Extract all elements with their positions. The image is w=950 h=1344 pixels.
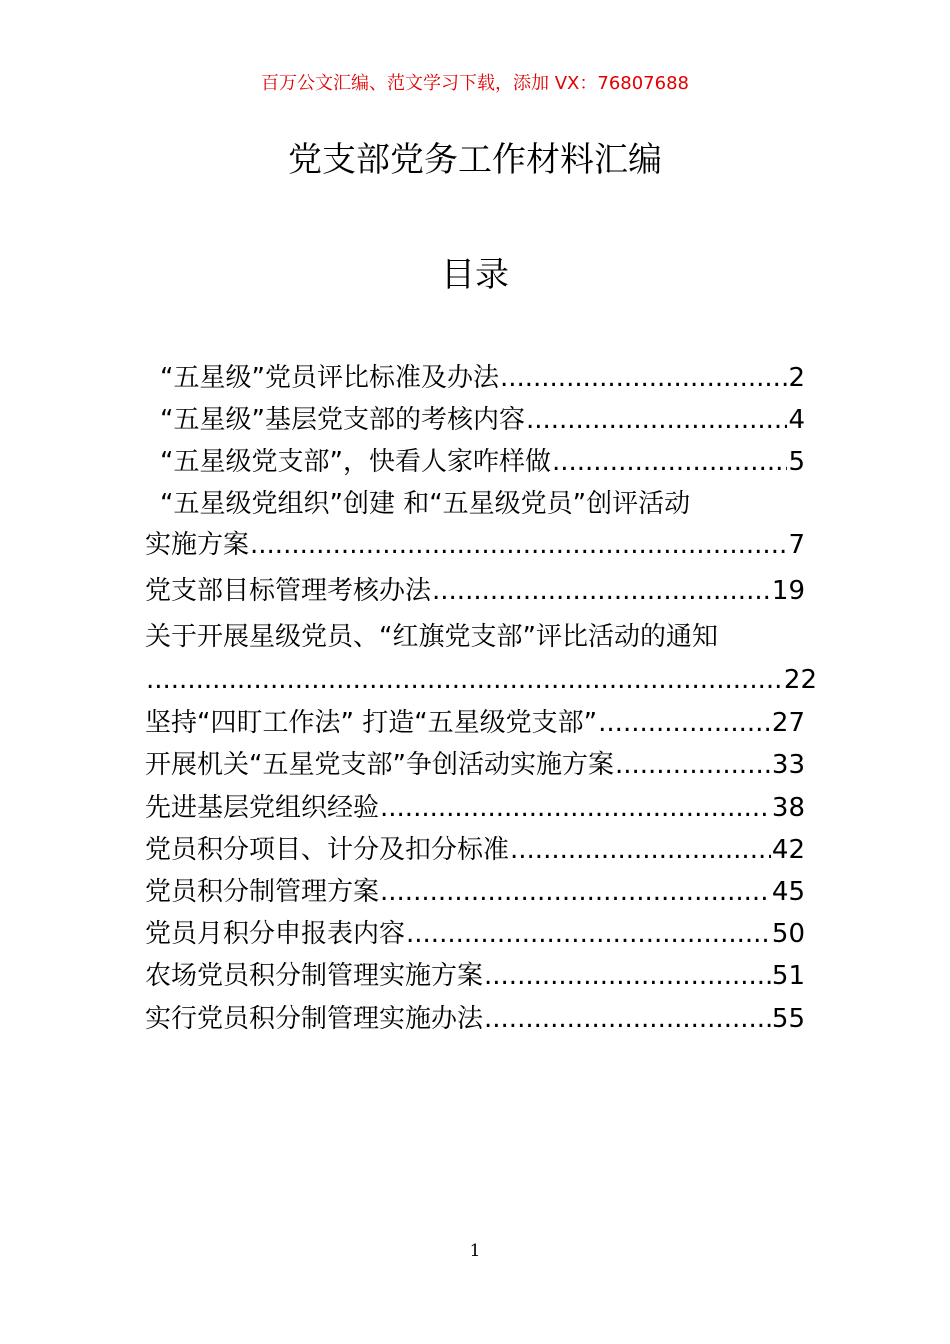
toc-leader-dots <box>552 444 788 480</box>
toc-entry[interactable] <box>160 444 805 480</box>
toc-leader-dots <box>598 705 771 741</box>
toc-entry[interactable] <box>145 747 805 783</box>
toc-entry-page: 19 <box>771 576 805 606</box>
toc-entry-title: 关于开展星级党员、“红旗党支部”评比活动的通知 <box>145 622 718 652</box>
toc-entry-title: 先进基层党组织经验 <box>145 793 380 823</box>
toc-entry-title: “五星级”基层党支部的考核内容 <box>160 405 525 435</box>
toc-entry-title: “五星级”党员评比标准及办法 <box>160 363 499 393</box>
toc-entry-title: 党员月积分申报表内容 <box>145 919 406 949</box>
document-title: 党支部党务工作材料汇编 <box>288 140 662 180</box>
toc-entry[interactable] <box>145 1001 805 1037</box>
toc-leader-dots <box>432 573 771 609</box>
toc-entry-page: 2 <box>788 363 805 393</box>
toc-entry-page: 5 <box>788 447 805 477</box>
toc-entry[interactable] <box>145 874 805 910</box>
toc-entry-title: 党支部目标管理考核办法 <box>145 576 432 606</box>
toc-entry[interactable] <box>145 705 805 741</box>
toc-entry-page: 22 <box>783 665 817 695</box>
toc-leader-dots <box>380 790 771 826</box>
toc-entry-title: 实行党员积分制管理实施办法 <box>145 1004 484 1034</box>
toc-leader-dots <box>615 747 771 783</box>
toc-entry[interactable] <box>145 619 815 655</box>
toc-entry[interactable] <box>145 790 805 826</box>
toc-entry-page: 45 <box>771 877 805 907</box>
toc-entry-title: 坚持“四盯工作法” 打造“五星级党支部” <box>145 708 598 738</box>
toc-entry[interactable] <box>160 360 805 396</box>
toc-entry-page: 55 <box>771 1004 805 1034</box>
toc-entry-title: 党员积分项目、计分及扣分标准 <box>145 835 510 865</box>
toc-leader-dots <box>526 402 788 438</box>
toc-heading: 目录 <box>441 255 509 295</box>
toc-entry-title-continued: 实施方案 <box>145 530 250 560</box>
toc-entry-page: 33 <box>771 750 805 780</box>
toc-leader-dots <box>146 662 783 698</box>
toc-leader-dots <box>406 916 771 952</box>
toc-leader-dots <box>250 527 787 563</box>
toc-entry[interactable] <box>160 486 805 522</box>
toc-leader-dots <box>484 958 771 994</box>
toc-leader-dots <box>484 1001 771 1037</box>
toc-entry-title: 党员积分制管理方案 <box>145 877 380 907</box>
toc-entry-title: 农场党员积分制管理实施方案 <box>145 961 484 991</box>
toc-entry-page: 7 <box>788 530 805 560</box>
toc-entry-continuation[interactable] <box>145 527 805 563</box>
toc-entry-page: 27 <box>771 708 805 738</box>
toc-entry-continuation[interactable] <box>145 662 817 698</box>
toc-entry-page: 50 <box>771 919 805 949</box>
toc-leader-dots <box>510 832 771 868</box>
toc-leader-dots <box>380 874 771 910</box>
toc-entry[interactable] <box>145 958 805 994</box>
toc-entry[interactable] <box>145 916 805 952</box>
toc-entry[interactable] <box>160 402 805 438</box>
page-number: 1 <box>469 1241 481 1261</box>
toc-entry-title: 开展机关“五星党支部”争创活动实施方案 <box>145 750 614 780</box>
toc-entry-title: “五星级党组织”创建 和“五星级党员”创评活动 <box>160 489 691 519</box>
toc-entry[interactable] <box>145 573 805 609</box>
toc-entry-page: 4 <box>788 405 805 435</box>
header-note: 百万公文汇编、范文学习下载，添加 VX：76807688 <box>261 73 689 94</box>
toc-leader-dots <box>500 360 788 396</box>
toc-entry-page: 51 <box>771 961 805 991</box>
toc-entry-page: 38 <box>771 793 805 823</box>
toc-entry-page: 42 <box>771 835 805 865</box>
toc-entry-title: “五星级党支部”，快看人家咋样做 <box>160 447 551 477</box>
toc-entry[interactable] <box>145 832 805 868</box>
